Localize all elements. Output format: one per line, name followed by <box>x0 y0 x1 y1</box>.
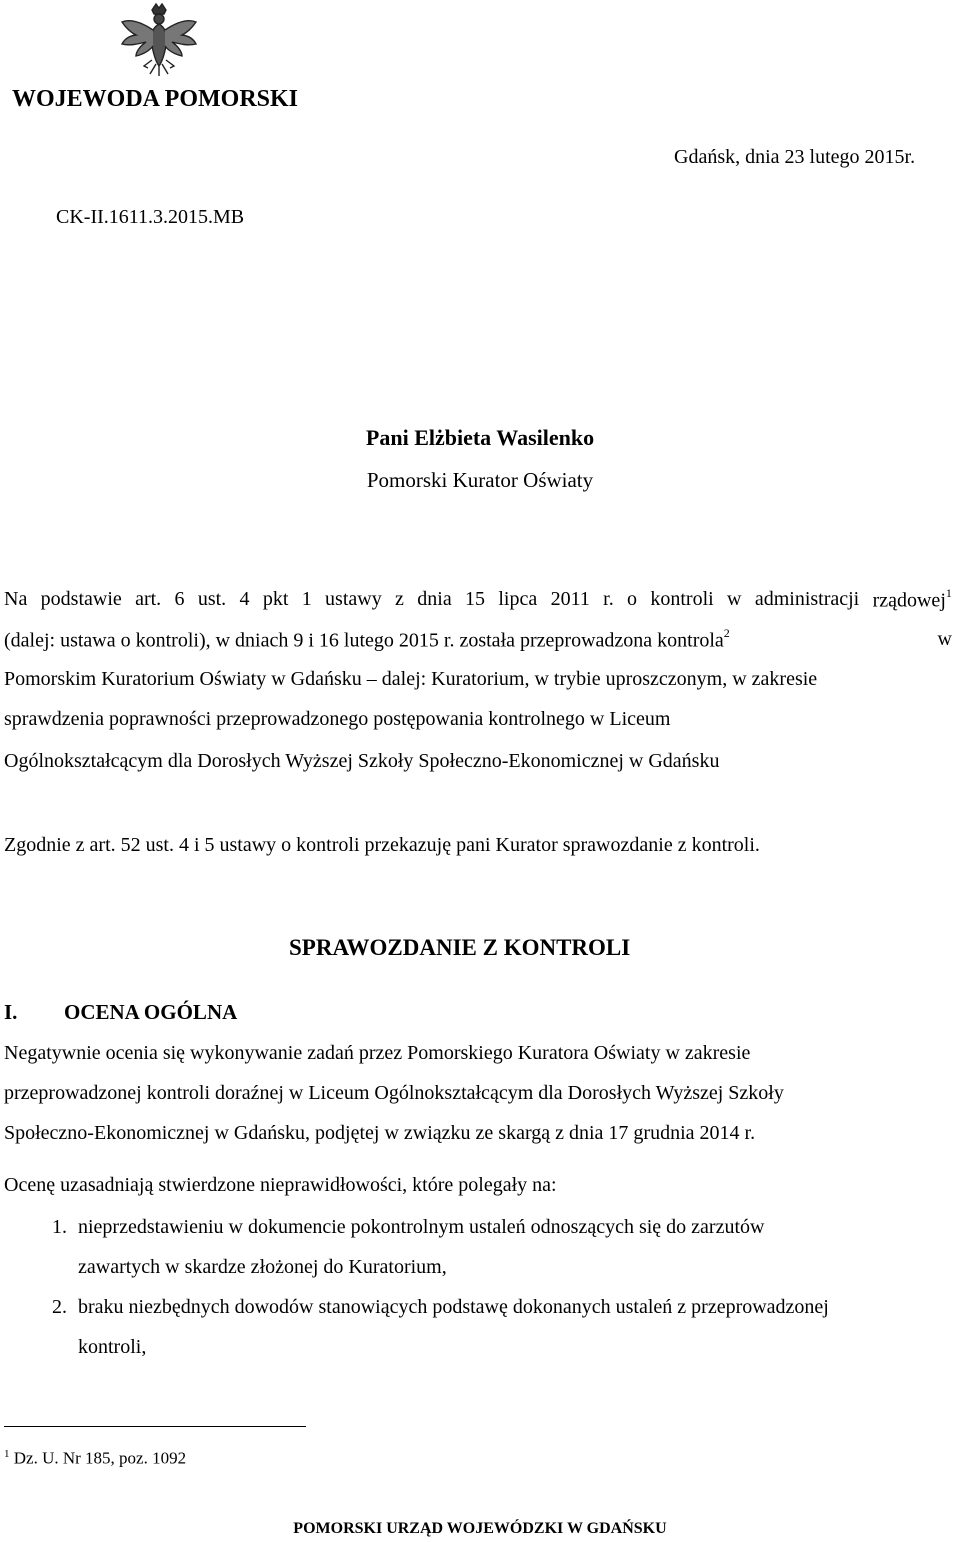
reference-number: CK-II.1611.3.2015.MB <box>56 206 245 228</box>
list-item-line: kontroli, <box>78 1336 147 1358</box>
list-item-line: nieprzedstawieniu w dokumencie pokontrolnym ustaleń odnoszących się do zarzutów <box>78 1216 765 1238</box>
intro-line-2: (dalej: ustawa o kontroli), w dniach 9 i 16 lutego 2015 r. została przeprowadzona kontrola$^2$ w <box>4 626 952 652</box>
place-and-date: Gdańsk, dnia 23 lutego 2015r. <box>674 146 916 168</box>
section-heading: OCENA OGÓLNA <box>64 1000 238 1024</box>
list-item-number: 2. <box>52 1296 67 1318</box>
addressee-name: Pani Elżbieta Wasilenko <box>365 425 595 450</box>
intro-line-1: Na podstawie art. 6 ust. 4 pkt 1 ustawy z dnia 15 lipca 2011 r. o kontroli w administracji rządowej$^1$ <box>4 586 952 612</box>
footnote-divider <box>4 1426 306 1427</box>
intro-line-3: Pomorskim Kuratorium Oświaty w Gdańsku – dalej: Kuratorium, w trybie uproszczonym, w zakresie <box>4 668 818 690</box>
section-number: I. <box>4 1000 18 1024</box>
intro-line-4: sprawdzenia poprawności przeprowadzonego postępowania kontrolnego w Liceum <box>4 708 671 730</box>
assessment-line-3: Społeczno-Ekonomicznej w Gdańsku, podjętej w związku ze skargą z dnia 17 grudnia 2014 r. <box>4 1122 756 1144</box>
assessment-line-1: Negatywnie ocenia się wykonywanie zadań przez Pomorskiego Kuratora Oświaty w zakresie <box>4 1042 751 1064</box>
list-item-line: braku niezbędnych dowodów stanowiących podstawę dokonanych ustaleń z przeprowadzonej <box>78 1296 829 1318</box>
report-title: SPRAWOZDANIE Z KONTROLI <box>289 935 631 960</box>
assessment-line-2: przeprowadzonej kontroli doraźnej w Liceum Ogólnokształcącym dla Dorosłych Wyższej Szkoły <box>4 1082 784 1104</box>
page-footer: POMORSKI URZĄD WOJEWÓDZKI W GDAŃSKU <box>293 1520 667 1537</box>
footnote: $^1$ Dz. U. Nr 185, poz. 1092 <box>4 1448 187 1468</box>
footnote-ref-2: 2 <box>723 626 730 640</box>
intro-line-5: Ogólnokształcącym dla Dorosłych Wyższej Szkoły Społeczno-Ekonomicznej w Gdańsku <box>4 750 720 772</box>
footnote-ref-1: 1 <box>945 586 952 600</box>
addressee-role: Pomorski Kurator Oświaty <box>366 468 594 492</box>
list-item-line: zawartych w skardze złożonej do Kuratorium, <box>78 1256 447 1278</box>
list-item-number: 1. <box>52 1216 67 1238</box>
polish-eagle-emblem-icon <box>116 2 202 80</box>
institution-heading: WOJEWODA POMORSKI <box>12 86 299 112</box>
assessment-basis: Ocenę uzasadniają stwierdzone nieprawidłowości, które polegały na: <box>4 1174 557 1196</box>
transfer-statement: Zgodnie z art. 52 ust. 4 i 5 ustawy o kontroli przekazuję pani Kurator sprawozdanie z kontroli. <box>4 834 760 856</box>
